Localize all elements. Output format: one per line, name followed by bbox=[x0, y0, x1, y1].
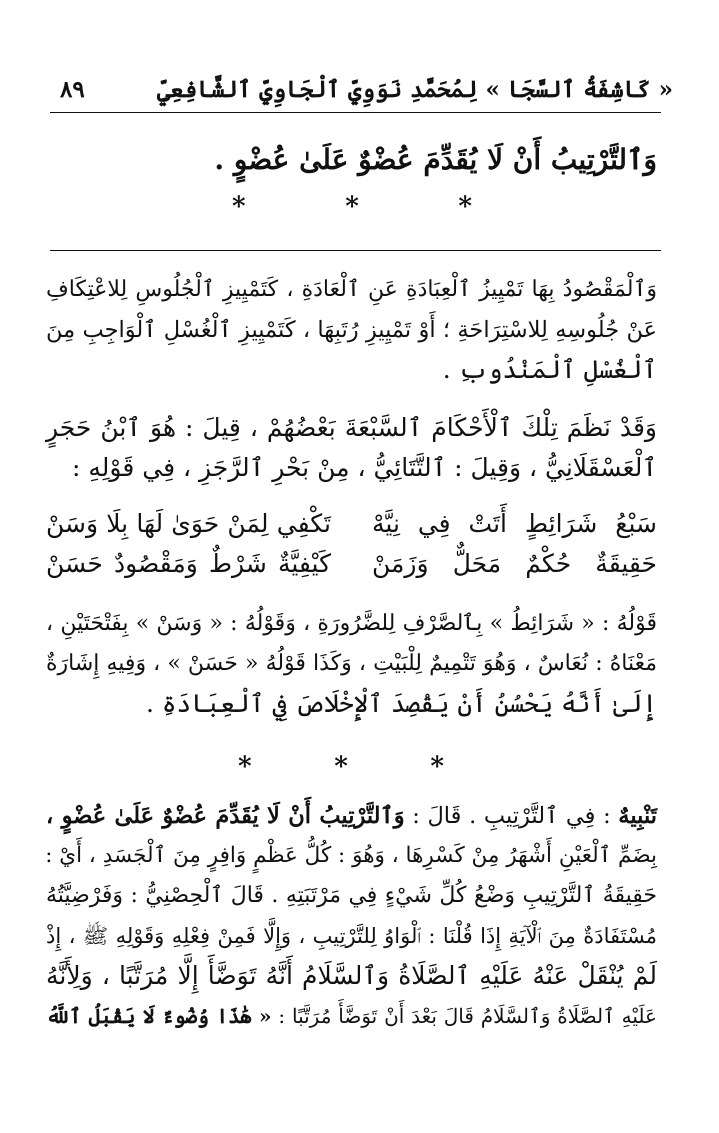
text-line: بِضَمِّ ٱلْعَيْنِ أَشْهَرُ مِنْ كَسْرِهَا ، وَهُوَ : كُلُّ عَظْمٍ وَافِرٍ مِنَ ٱلْجَسَدِ ، أَيْ : bbox=[45, 843, 657, 868]
paragraph-tartib bbox=[46, 796, 657, 1036]
page-header bbox=[40, 76, 673, 116]
separator-stars bbox=[238, 754, 444, 780]
text-run: : فِي ٱلتَّرْتِيبِ . قَالَ : bbox=[404, 803, 619, 829]
text-line bbox=[46, 996, 657, 1036]
separator-star: * bbox=[334, 752, 348, 782]
separator-star: * bbox=[345, 192, 359, 222]
poem-hemistich-right: حَقِيقَةٌ حُكْمٌ مَحَلٌّ وَزَمَنْ bbox=[372, 549, 657, 578]
running-title: « كَاشِفَةُ ٱلسَّجَا » لِمُحَمَّدِ نَوَوِيِّ ٱلْجَاوِيِّ ٱلشَّافِعِيِّ bbox=[156, 76, 673, 103]
text-line: إِلَىٰ أَنَّهُ يَحْسُنُ أَنْ يَقْصِدَ ٱلْإِخْلَاصَ فِي ٱلْعِبَادَةِ . bbox=[146, 689, 657, 718]
poem-verse bbox=[46, 544, 657, 584]
paragraph-poem-intro bbox=[46, 408, 657, 488]
text-line: وَقَدْ نَظَمَ تِلْكَ ٱلْأَحْكَامَ ٱلسَّبْعَةَ بَعْضُهُمْ ، قِيلَ : هُوَ ٱبْنُ حَجَرٍ bbox=[46, 413, 657, 442]
paragraph-poem-notes bbox=[46, 604, 657, 724]
poem-hemistich-left: تَكْفِي لِمَنْ حَوَىٰ لَهَا بِلَا وَسَنْ bbox=[46, 509, 331, 538]
text-line: عَنْ جُلُوسِهِ لِلاسْتِرَاحَةِ ؛ أَوْ تَمْيِيزِ رُتَبِهَا ، كَتَمْيِيزِ ٱلْغُسْلِ ٱلْوَاجِبِ مِنَ bbox=[46, 317, 657, 343]
paragraph-intention bbox=[46, 270, 657, 390]
text-line: قَوْلُهُ : « شَرَائِطُ » بِٱلصَّرْفِ لِلضَّرُورَةِ ، وَقَوْلُهُ : « وَسَنْ » بِفَتْحَتَيْنِ ، bbox=[46, 611, 657, 636]
page-number: ٨٩ bbox=[60, 76, 85, 103]
text-line bbox=[46, 796, 657, 836]
text-line: حَقِيقَةُ ٱلتَّرْتِيبِ وَضْعُ كُلِّ شَيْءٍ فِي مَرْتَبَتِهِ . قَالَ ٱلْحِصْنِيُّ : وَفَرْضِيَّتُهُ bbox=[46, 883, 657, 908]
poem-hemistich-left: كَيْفِيَّةٌ شَرْطٌ وَمَقْصُودٌ حَسَنْ bbox=[46, 549, 331, 578]
matn-line: وَٱلتَّرْتِيبُ أَنْ لَا يُقَدِّمَ عُضْوٌ عَلَىٰ عُضْوٍ . bbox=[214, 143, 657, 176]
text-line: ٱلْعَسْقَلَانِيُّ ، وَقِيلَ : ٱلتَّتَائِيُّ ، مِنْ بَحْرِ ٱلرَّجَزِ ، فِي قَوْلِهِ : bbox=[72, 453, 657, 482]
text-line: مَعْنَاهُ : نُعَاسٌ ، وَهُوَ تَتْمِيمٌ لِلْبَيْتِ ، وَكَذَا قَوْلُهُ « حَسَنْ » ، وَفِيهِ إِشَارَةٌ bbox=[46, 651, 657, 676]
text-line: وَٱلْمَقْصُودُ بِهَا تَمْيِيزُ ٱلْعِبَادَةِ عَنِ ٱلْعَادَةِ ، كَتَمْيِيزِ ٱلْجُلُوسِ لِلاعْتِكَافِ bbox=[46, 277, 657, 302]
matn-block bbox=[60, 140, 657, 180]
hadith-quote: « هَٰذَا وُضُوءٌ لَا يَقْبَلُ ٱللَّهُ bbox=[46, 1004, 272, 1028]
matn-quote: وَٱلتَّرْتِيبُ أَنْ لَا يُقَدِّمَ عُضْوٌ عَلَىٰ عُضْوٍ ، bbox=[46, 803, 405, 829]
text-line: ٱلْغُسْلِ ٱلْمَنْدُوبِ . bbox=[442, 355, 657, 384]
commentary-rule bbox=[50, 250, 661, 251]
text-line: مُسْتَفَادَةٌ مِنَ ٱلْآيَةِ إِذَا قُلْنَا : ٱلْوَاوُ لِلتَّرْتِيبِ ، وَإِلَّا فَمِنْ فِعْلِهِ وَقَوْلِهِ ﷺ ، إِذْ bbox=[46, 924, 657, 948]
separator-star: * bbox=[458, 192, 472, 222]
separator-star: * bbox=[430, 752, 444, 782]
tanbih-label: تَنْبِيهٌ bbox=[618, 803, 657, 829]
text-run: عَلَيْهِ ٱلصَّلَاةُ وَٱلسَّلَامُ قَالَ بَعْدَ أَنْ تَوَضَّأَ مُرَتَّبًا : bbox=[271, 1004, 657, 1028]
separator-star: * bbox=[232, 192, 246, 222]
text-line: لَمْ يُنْقَلْ عَنْهُ عَلَيْهِ ٱلصَّلَاةُ وَٱلسَّلَامُ أَنَّهُ تَوَضَّأَ إِلَّا مُرَتَّبًا ، وَلِأَنَّهُ bbox=[46, 961, 657, 990]
poem-verse bbox=[46, 504, 657, 544]
header-rule bbox=[50, 112, 661, 113]
separator-star: * bbox=[238, 752, 252, 782]
poem-hemistich-right: سَبْعُ شَرَائِطٍ أَتَتْ فِي نِيَّهْ bbox=[372, 509, 657, 538]
poem bbox=[46, 504, 657, 584]
separator-stars bbox=[232, 194, 472, 220]
